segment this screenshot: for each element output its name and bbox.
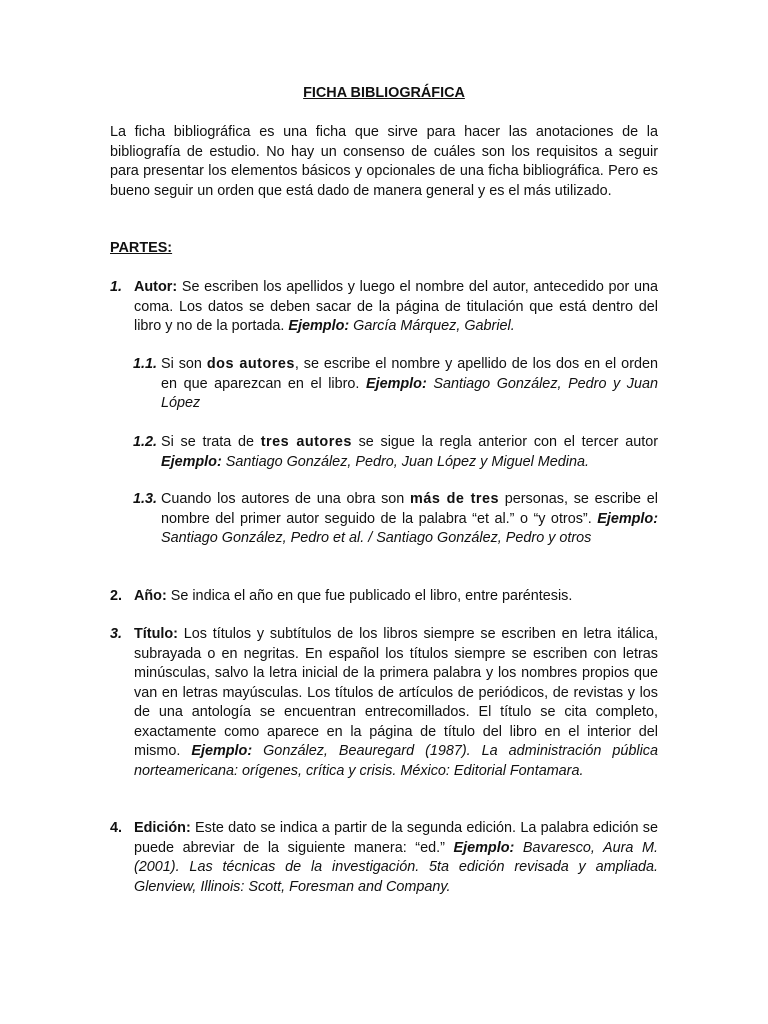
list-item-dos-autores (133, 355, 658, 414)
item-body (134, 278, 658, 337)
item-number: 4. (110, 820, 123, 836)
subitem-number: 1.1. (133, 356, 158, 372)
item-text: Se escriben los apellidos y luego el nombre del autor, antecedido por una coma. Los datos se deben sacar de la página de titulación que está dentro del libro y no de la portada. (134, 279, 658, 334)
item-body (134, 625, 658, 781)
example-text: Santiago González, Pedro y Juan López (161, 375, 658, 411)
example-label: Ejemplo: (366, 375, 427, 392)
item-text: Este dato se indica a partir de la segunda edición. La palabra edición se puede abreviar de la siguiente manera: “ed.” (134, 820, 658, 856)
item-label: Autor: (134, 279, 178, 295)
intro-paragraph: La ficha bibliográfica es una ficha que sirve para hacer las anotaciones de la bibliografía de estudio. No hay un consenso de cuáles son los requisitos a seguir para presentar los elementos básicos y opcionales de una ficha bibliográfica. Pero es bueno seguir un orden que está dado de manera general y es el más utilizado. (110, 124, 658, 199)
subitem-pre: Si son (161, 356, 207, 372)
subitem-bold: dos autores (206, 356, 295, 372)
subitem-number: 1.3. (133, 491, 158, 507)
subitem-bold: tres autores (260, 434, 352, 450)
subitem-bold: más de tres (410, 491, 500, 507)
example-label: Ejemplo: (453, 839, 515, 856)
subitem-text: personas, se escribe el nombre del primer autor seguido de la palabra “et al.” o “y otros”. (161, 491, 658, 527)
partes-heading: PARTES: (110, 240, 173, 256)
page-title: FICHA BIBLIOGRÁFICA (303, 85, 465, 101)
subitem-text: se sigue la regla anterior con el tercer autor (351, 434, 658, 450)
example-label: Ejemplo: (161, 453, 222, 470)
list-item-mas-de-tres (133, 490, 658, 549)
list-item-autor (110, 278, 658, 337)
example-text: Bavaresco, Aura M. (2001). Las técnicas de la investigación. 5ta edición revisada y ampliada. Glenview, Illinois: Scott, Foresman and Company. (134, 839, 659, 895)
item-text: Los títulos y subtítulos de los libros siempre se escriben en letra itálica, subrayada o en negritas. En español los títulos siempre se escriben con letras minúsculas, salvo la letra inicial de la primera palabra y los nombres propios que van en letras mayúsculas. Los títulos de artículos de periódicos, de revistas y los de una antología se encuentran entrecomillados. El título se cita completo, exactamente como aparece en la página de título del libro en el interior del mismo. (134, 626, 658, 759)
example-text: García Márquez, Gabriel. (349, 318, 515, 334)
example-label: Ejemplo: (597, 510, 658, 527)
item-number: 2. (110, 588, 123, 604)
list-item-tres-autores (133, 433, 658, 472)
subitem-pre: Si se trata de (161, 434, 261, 450)
subitem-pre: Cuando los autores de una obra son (161, 491, 411, 507)
item-number: 1. (110, 279, 123, 295)
subitem-body (161, 355, 658, 414)
example-text: Santiago González, Pedro et al. / Santiago González, Pedro y otros (161, 530, 592, 546)
item-label: Título: (134, 626, 178, 642)
subitem-body (161, 490, 658, 549)
item-body (134, 819, 658, 897)
subitem-body (161, 433, 658, 472)
item-label: Edición: (134, 820, 191, 836)
list-item-edicion (110, 819, 658, 897)
item-body (134, 587, 658, 607)
list-item-titulo (110, 625, 658, 781)
example-text: González, Beauregard (1987). La administración pública norteamericana: orígenes, crítica y crisis. México: Editorial Fontamara. (134, 743, 658, 779)
example-text: Santiago González, Pedro, Juan López y Miguel Medina. (221, 453, 589, 470)
item-text: Se indica el año en que fue publicado el libro, entre paréntesis. (166, 588, 573, 604)
item-number: 3. (110, 626, 123, 642)
item-label: Año: (134, 588, 167, 604)
subitem-number: 1.2. (133, 434, 158, 450)
example-label: Ejemplo: (288, 318, 350, 334)
subitem-text: , se escribe el nombre y apellido de los dos en el orden en que aparezcan en el libro. (161, 356, 658, 392)
list-item-ano (110, 587, 658, 607)
example-label: Ejemplo: (191, 743, 253, 759)
